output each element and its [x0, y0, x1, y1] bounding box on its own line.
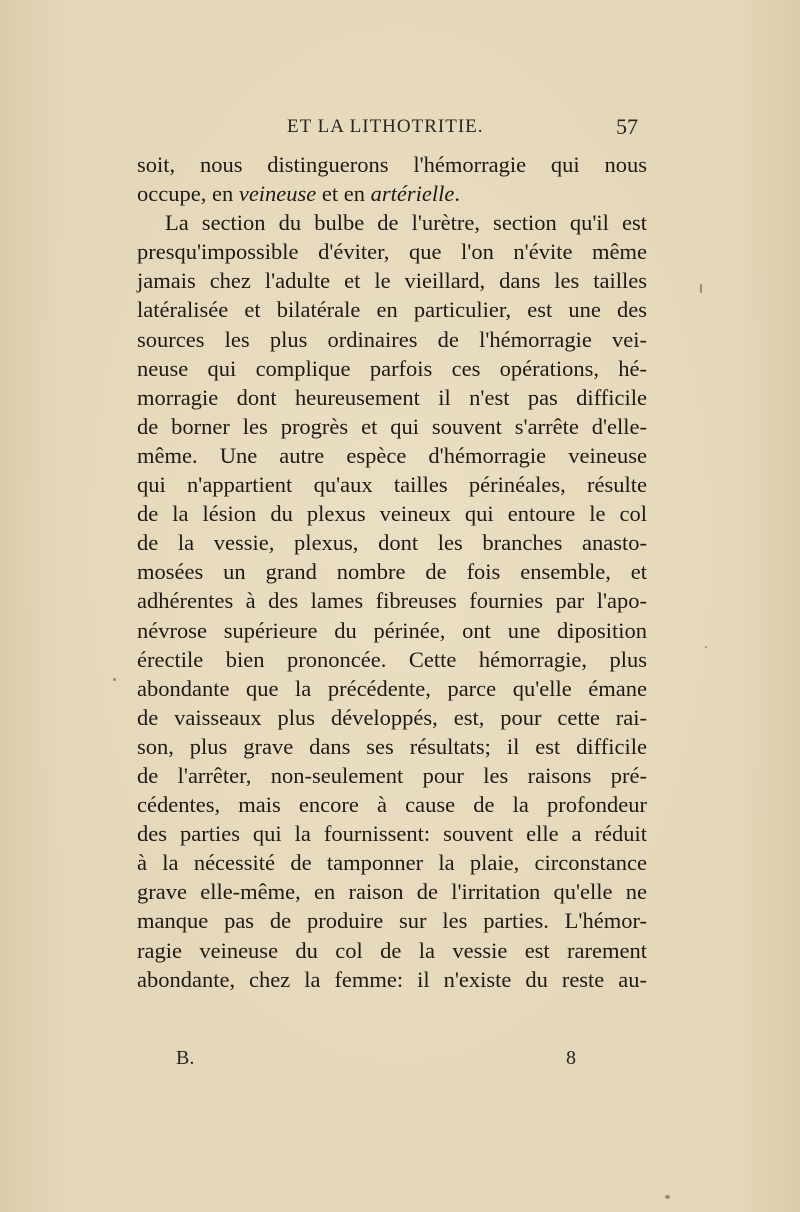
text-line: cédentes, mais encore à cause de la profondeur — [137, 792, 647, 818]
text-line: abondante que la précédente, parce qu'elle émane — [137, 675, 647, 701]
body-text — [137, 150, 647, 994]
text-line: presqu'impossible d'éviter, que l'on n'évite même — [137, 239, 647, 265]
text-line: même. Une autre espèce d'hémorragie veineuse — [137, 442, 647, 468]
text-line: soit, nous distinguerons l'hémorragie qui nous — [137, 152, 647, 177]
text-line: adhérentes à des lames fibreuses fournies par l'apo- — [137, 588, 647, 614]
text-line: qui n'appartient qu'aux tailles périnéales, résulte — [137, 472, 647, 498]
text-fragment: et en — [316, 181, 371, 207]
text-line: de borner les progrès et qui souvent s'arrête d'elle- — [137, 413, 647, 439]
text-line: de vaisseaux plus développés, est, pour cette rai- — [137, 704, 647, 730]
text-line — [137, 179, 474, 208]
text-line: mosées un grand nombre de fois ensemble, et — [137, 559, 647, 585]
text-line: neuse qui complique parfois ces opérations, hé- — [137, 355, 647, 381]
signature-mark: B. — [176, 1047, 195, 1069]
text-fragment: occupe, en — [137, 181, 239, 207]
paper-speck — [700, 284, 702, 293]
running-head: ET LA LITHOTRITIE. — [287, 116, 484, 137]
text-line: son, plus grave dans ses résultats; il est difficile — [137, 733, 647, 759]
text-line: manque pas de produire sur les parties. L'hémor- — [137, 908, 647, 934]
italic-term: veineuse — [238, 181, 317, 207]
text-line: de la vessie, plexus, dont les branches anasto- — [137, 530, 647, 556]
text-line: de la lésion du plexus veineux qui entoure le col — [137, 501, 647, 527]
text-line: des parties qui la fournissent: souvent elle a réduit — [137, 821, 647, 847]
text-line: abondante, chez la femme: il n'existe du reste au- — [137, 966, 647, 992]
text-line: ragie veineuse du col de la vessie est rarement — [137, 937, 647, 963]
text-line: La section du bulbe de l'urètre, section qu'il est — [165, 210, 647, 236]
text-line: à la nécessité de tamponner la plaie, circonstance — [137, 850, 647, 876]
text-line: grave elle-même, en raison de l'irritation qu'elle ne — [137, 879, 647, 905]
paper-speck — [705, 646, 707, 648]
page-number: 57 — [616, 114, 638, 139]
text-line: morragie dont heureusement il n'est pas difficile — [137, 384, 647, 410]
paper-speck — [113, 678, 116, 681]
signature-number: 8 — [566, 1047, 576, 1069]
text-fragment: . — [454, 181, 461, 207]
text-line: jamais chez l'adulte et le vieillard, dans les tailles — [137, 268, 647, 294]
text-line: de l'arrêter, non-seulement pour les raisons pré- — [137, 762, 647, 788]
text-line: érectile bien prononcée. Cette hémorragie, plus — [137, 646, 647, 672]
italic-term: artérielle — [370, 181, 455, 207]
paper-speck — [665, 1195, 670, 1199]
text-line: névrose supérieure du périnée, ont une diposition — [137, 617, 647, 643]
text-line: sources les plus ordinaires de l'hémorragie vei- — [137, 326, 647, 352]
text-line: latéralisée et bilatérale en particulier, est une des — [137, 297, 647, 323]
